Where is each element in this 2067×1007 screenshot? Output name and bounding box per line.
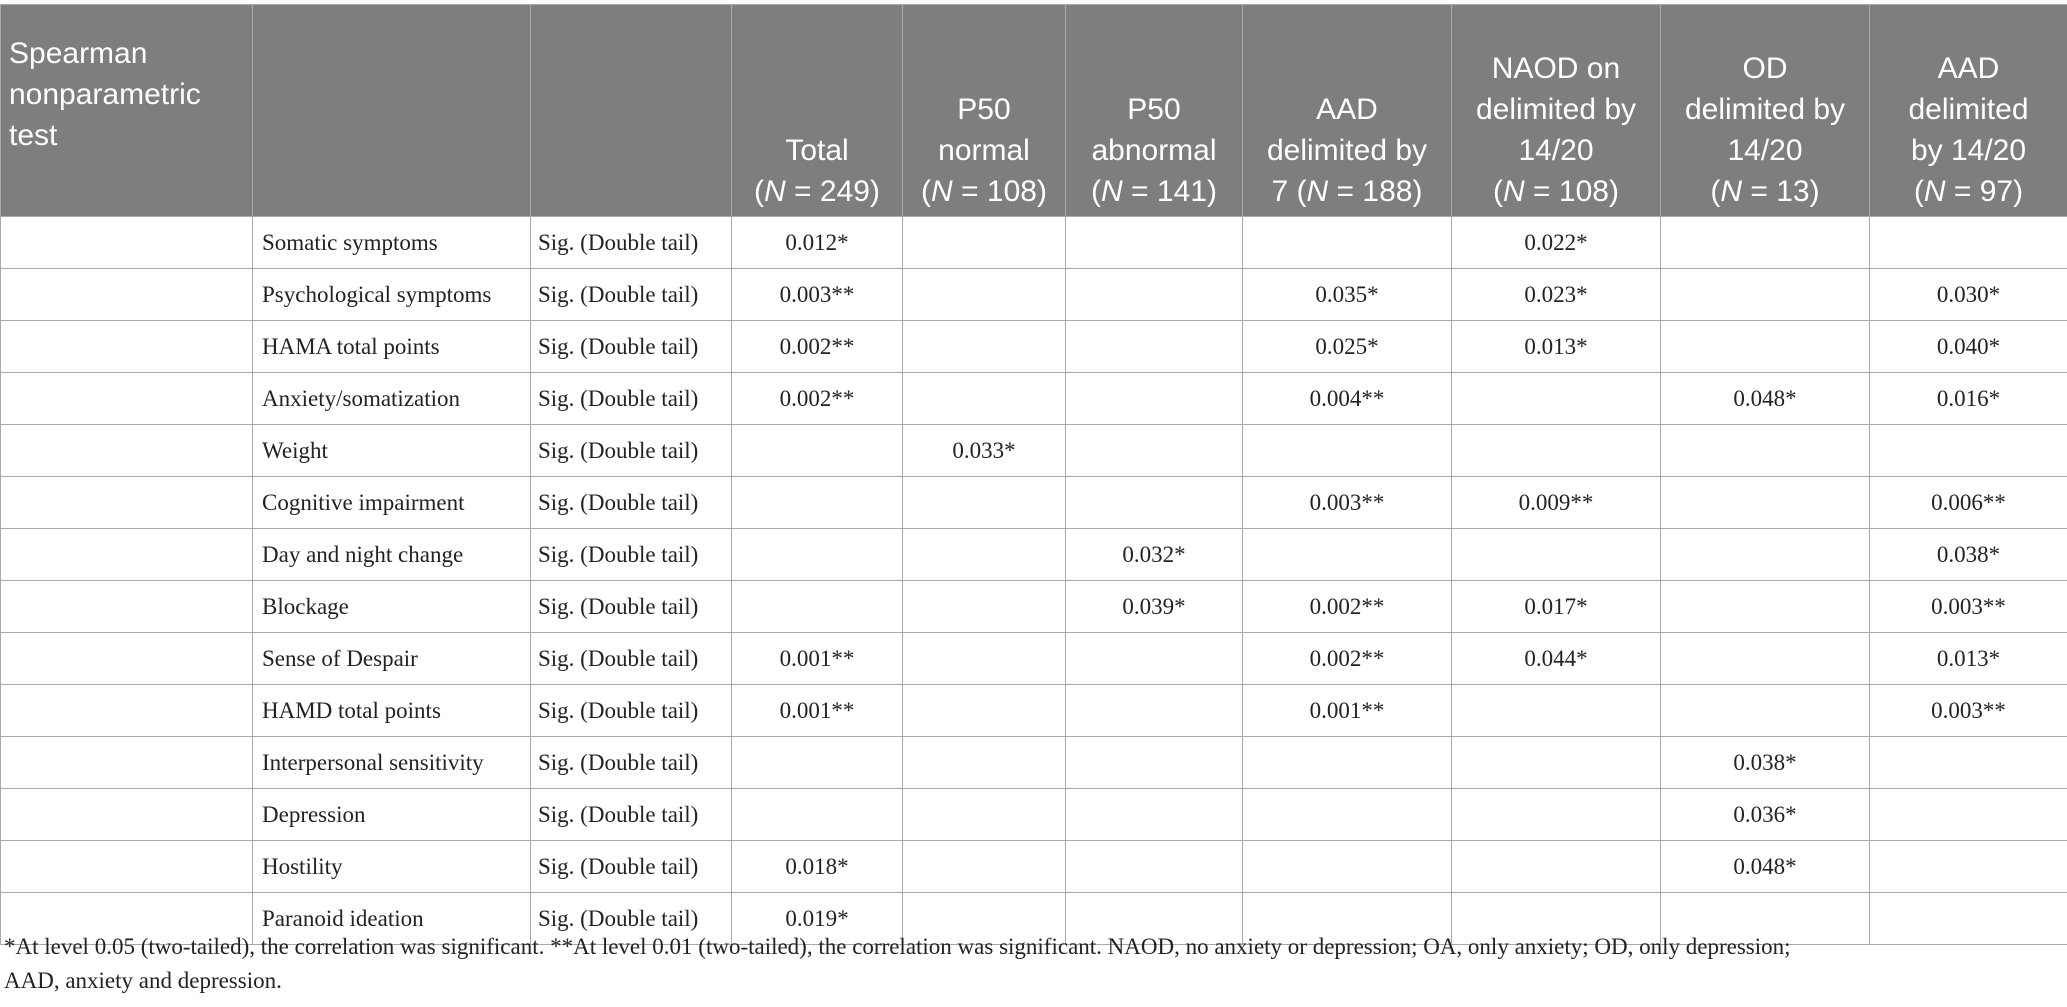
- value-cell: [1066, 373, 1243, 425]
- row-item-label: Psychological symptoms: [253, 269, 531, 321]
- value-cell: 0.001**: [732, 633, 903, 685]
- value-cell: 0.003**: [1870, 685, 2067, 737]
- value-cell: 0.016*: [1870, 373, 2067, 425]
- value-cell: [732, 425, 903, 477]
- value-cell: 0.013*: [1452, 321, 1661, 373]
- header-cell: [253, 5, 531, 217]
- empty-cell: [1, 841, 253, 893]
- results-table: [0, 4, 2067, 945]
- value-cell: 0.003**: [1870, 581, 2067, 633]
- value-cell: [732, 737, 903, 789]
- value-cell: [903, 633, 1066, 685]
- value-cell: [903, 581, 1066, 633]
- value-cell: 0.001**: [1243, 685, 1452, 737]
- row-item-label: Interpersonal sensitivity: [253, 737, 531, 789]
- value-cell: 0.040*: [1870, 321, 2067, 373]
- header-cell: OD delimited by 14/20 (N = 13): [1661, 5, 1870, 217]
- value-cell: [1661, 425, 1870, 477]
- value-cell: [1661, 477, 1870, 529]
- value-cell: [1452, 841, 1661, 893]
- value-cell: [1243, 737, 1452, 789]
- value-cell: [903, 789, 1066, 841]
- value-cell: 0.033*: [903, 425, 1066, 477]
- value-cell: 0.013*: [1870, 633, 2067, 685]
- value-cell: [732, 581, 903, 633]
- row-sig-label: Sig. (Double tail): [531, 633, 732, 685]
- row-sig-label: Sig. (Double tail): [531, 425, 732, 477]
- value-cell: [1661, 529, 1870, 581]
- value-cell: [1243, 217, 1452, 269]
- value-cell: [903, 737, 1066, 789]
- value-cell: [903, 529, 1066, 581]
- value-cell: [1066, 269, 1243, 321]
- row-sig-label: Sig. (Double tail): [531, 373, 732, 425]
- value-cell: 0.001**: [732, 685, 903, 737]
- value-cell: [1243, 529, 1452, 581]
- empty-cell: [1, 789, 253, 841]
- value-cell: [1870, 841, 2067, 893]
- empty-cell: [1, 477, 253, 529]
- value-cell: [1066, 633, 1243, 685]
- value-cell: 0.012*: [732, 217, 903, 269]
- table-row: [1, 685, 2067, 737]
- value-cell: [1066, 841, 1243, 893]
- row-sig-label: Sig. (Double tail): [531, 789, 732, 841]
- value-cell: [1661, 217, 1870, 269]
- value-cell: [1452, 789, 1661, 841]
- value-cell: [1452, 737, 1661, 789]
- value-cell: [1661, 321, 1870, 373]
- row-sig-label: Sig. (Double tail): [531, 737, 732, 789]
- table-row: [1, 321, 2067, 373]
- header-cell: NAOD on delimited by 14/20 (N = 108): [1452, 5, 1661, 217]
- header-cell: P50 normal (N = 108): [903, 5, 1066, 217]
- value-cell: 0.039*: [1066, 581, 1243, 633]
- value-cell: 0.048*: [1661, 841, 1870, 893]
- value-cell: 0.009**: [1452, 477, 1661, 529]
- table-row: [1, 425, 2067, 477]
- value-cell: 0.030*: [1870, 269, 2067, 321]
- value-cell: 0.002**: [1243, 633, 1452, 685]
- table-row: [1, 477, 2067, 529]
- row-item-label: Day and night change: [253, 529, 531, 581]
- value-cell: [1870, 217, 2067, 269]
- value-cell: 0.038*: [1661, 737, 1870, 789]
- row-item-label: Sense of Despair: [253, 633, 531, 685]
- value-cell: 0.036*: [1661, 789, 1870, 841]
- value-cell: [1661, 581, 1870, 633]
- row-item-label: Anxiety/somatization: [253, 373, 531, 425]
- value-cell: [903, 841, 1066, 893]
- value-cell: 0.002**: [1243, 581, 1452, 633]
- value-cell: 0.002**: [732, 321, 903, 373]
- value-cell: 0.004**: [1243, 373, 1452, 425]
- value-cell: [1066, 477, 1243, 529]
- table-row: [1, 529, 2067, 581]
- value-cell: [1870, 789, 2067, 841]
- row-item-label: Paranoid ideation: [253, 893, 531, 945]
- table-row: [1, 269, 2067, 321]
- table-body: [1, 217, 2067, 945]
- value-cell: 0.002**: [732, 373, 903, 425]
- value-cell: [1243, 425, 1452, 477]
- value-cell: 0.025*: [1243, 321, 1452, 373]
- empty-cell: [1, 373, 253, 425]
- empty-cell: [1, 269, 253, 321]
- value-cell: [903, 321, 1066, 373]
- row-item-label: Somatic symptoms: [253, 217, 531, 269]
- row-sig-label: Sig. (Double tail): [531, 529, 732, 581]
- value-cell: [1452, 685, 1661, 737]
- row-item-label: Depression: [253, 789, 531, 841]
- empty-cell: [1, 321, 253, 373]
- value-cell: 0.038*: [1870, 529, 2067, 581]
- value-cell: [732, 477, 903, 529]
- value-cell: [1066, 217, 1243, 269]
- row-item-label: HAMD total points: [253, 685, 531, 737]
- table-row: [1, 841, 2067, 893]
- header-cell: P50 abnormal (N = 141): [1066, 5, 1243, 217]
- value-cell: [903, 373, 1066, 425]
- table-row: [1, 633, 2067, 685]
- value-cell: [1066, 685, 1243, 737]
- row-item-label: Blockage: [253, 581, 531, 633]
- header-cell: Total (N = 249): [732, 5, 903, 217]
- value-cell: 0.006**: [1870, 477, 2067, 529]
- empty-cell: [1, 425, 253, 477]
- value-cell: [1066, 789, 1243, 841]
- row-sig-label: Sig. (Double tail): [531, 841, 732, 893]
- empty-cell: [1, 685, 253, 737]
- table-row: [1, 581, 2067, 633]
- row-sig-label: Sig. (Double tail): [531, 477, 732, 529]
- row-sig-label: Sig. (Double tail): [531, 893, 732, 945]
- empty-cell: [1, 529, 253, 581]
- value-cell: [1661, 269, 1870, 321]
- table-row: [1, 217, 2067, 269]
- value-cell: 0.019*: [732, 893, 903, 945]
- table-row: [1, 737, 2067, 789]
- empty-cell: [1, 737, 253, 789]
- row-sig-label: Sig. (Double tail): [531, 581, 732, 633]
- row-item-label: HAMA total points: [253, 321, 531, 373]
- value-cell: 0.003**: [732, 269, 903, 321]
- value-cell: 0.017*: [1452, 581, 1661, 633]
- value-cell: 0.035*: [1243, 269, 1452, 321]
- value-cell: [1452, 373, 1661, 425]
- value-cell: [903, 477, 1066, 529]
- value-cell: [1066, 321, 1243, 373]
- row-sig-label: Sig. (Double tail): [531, 269, 732, 321]
- value-cell: [1870, 425, 2067, 477]
- empty-cell: [1, 581, 253, 633]
- value-cell: [1243, 841, 1452, 893]
- value-cell: [1452, 425, 1661, 477]
- header-cell: AAD delimited by 14/20 (N = 97): [1870, 5, 2067, 217]
- value-cell: 0.032*: [1066, 529, 1243, 581]
- value-cell: 0.044*: [1452, 633, 1661, 685]
- value-cell: [1870, 737, 2067, 789]
- value-cell: 0.048*: [1661, 373, 1870, 425]
- value-cell: 0.022*: [1452, 217, 1661, 269]
- empty-cell: [1, 217, 253, 269]
- row-sig-label: Sig. (Double tail): [531, 685, 732, 737]
- row-item-label: Cognitive impairment: [253, 477, 531, 529]
- value-cell: [903, 685, 1066, 737]
- value-cell: [1661, 633, 1870, 685]
- value-cell: [903, 217, 1066, 269]
- value-cell: 0.003**: [1243, 477, 1452, 529]
- row-item-label: Weight: [253, 425, 531, 477]
- row-sig-label: Sig. (Double tail): [531, 217, 732, 269]
- value-cell: [1661, 685, 1870, 737]
- footnote-line-1: *At level 0.05 (two-tailed), the correlation was significant. **At level 0.01 (two-tailed), the correlation was significant. NAOD, no anxiety or depression; OA, only anxiety; OD, only depression;: [4, 934, 1791, 959]
- value-cell: 0.023*: [1452, 269, 1661, 321]
- value-cell: [1452, 529, 1661, 581]
- footnote-line-2: AAD, anxiety and depression.: [4, 968, 282, 993]
- value-cell: [1066, 737, 1243, 789]
- row-item-label: Hostility: [253, 841, 531, 893]
- value-cell: [1243, 789, 1452, 841]
- table-row: [1, 373, 2067, 425]
- value-cell: [903, 269, 1066, 321]
- value-cell: [732, 529, 903, 581]
- row-sig-label: Sig. (Double tail): [531, 321, 732, 373]
- header-row: [1, 5, 2067, 217]
- header-cell: [531, 5, 732, 217]
- table-row: [1, 789, 2067, 841]
- empty-cell: [1, 633, 253, 685]
- value-cell: [1066, 425, 1243, 477]
- header-cell: AAD delimited by 7 (N = 188): [1243, 5, 1452, 217]
- footnote: [4, 930, 2059, 998]
- value-cell: [732, 789, 903, 841]
- header-cell: Spearman nonparametric test: [1, 5, 253, 217]
- value-cell: 0.018*: [732, 841, 903, 893]
